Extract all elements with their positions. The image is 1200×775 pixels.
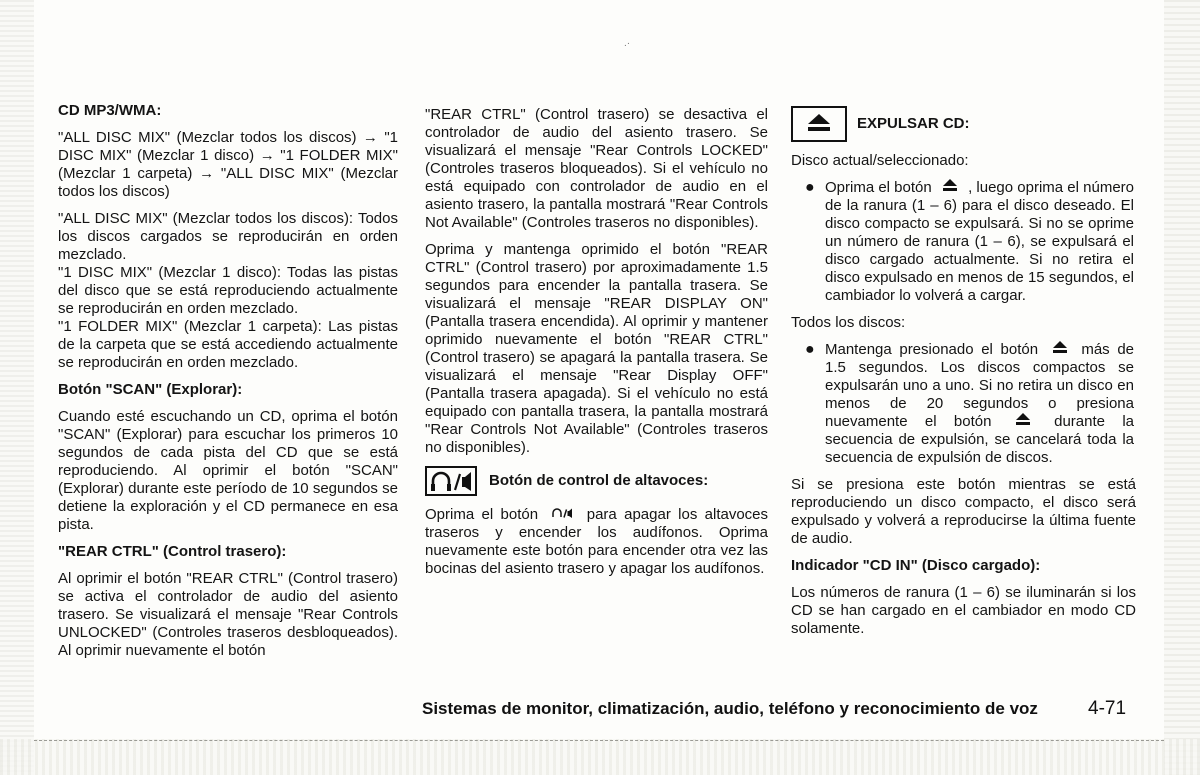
paragraph-scan: Cuando esté escuchando un CD, oprima el botón "SCAN" (Explorar) para escuchar los primeros 10 segundos de cada pista del CD que se está reproduciendo. Al oprimir el botón "SCAN" (Explorar) durante este período de 10 segundos se detiene la exploración y el CD permanece en esa pista. (58, 408, 398, 533)
paragraph-mix-sequence: "ALL DISC MIX" (Mezclar todos los discos) → "1 DISC MIX" (Mezclar 1 disco) → "1 FOLDER MIX" (Mezclar 1 carpeta) → "ALL DISC MIX" (Mezclar todos los discos) (58, 129, 398, 200)
eject-all-list (791, 341, 1136, 467)
heading-rear-ctrl: "REAR CTRL" (Control trasero): (58, 543, 287, 560)
bottom-rule (34, 740, 1164, 741)
eject-current-text-a: Oprima el botón (825, 179, 932, 196)
list-item (791, 341, 1134, 467)
eject-inline-icon (1052, 341, 1068, 359)
eject-inline-icon (942, 179, 958, 197)
speaker-text-b: para apagar los altavoces traseros y encender los audífonos. Oprima nuevamente este botón para encender otra vez las bocinas del asiento trasero y apagar los audífonos. (425, 506, 769, 578)
heading-eject-cd: EXPULSAR CD: (857, 115, 970, 132)
speaker-control-heading-row (425, 466, 768, 496)
paragraph-rear-ctrl: Al oprimir el botón "REAR CTRL" (Control trasero) se activa el controlador de audio del asiento trasero. Se visualizará el mensaje "Rear Controls UNLOCKED" (Controles traseros desbloqueados). Al oprimir nuevamente el botón (58, 570, 398, 659)
bullet: ● (805, 341, 815, 359)
paragraph-all-discs: Todos los discos: (791, 314, 906, 332)
paragraph-current-disc: Disco actual/seleccionado: (791, 152, 969, 169)
paragraph-1-disc-mix: "1 DISC MIX" (Mezclar 1 disco): Todas las pistas del disco que se está reproduciendo actualmente se reproducirán en orden mezclado. (58, 264, 398, 317)
eject-all-text-c: durante la secuencia de expulsión, se cancelará toda la secuencia de expulsión de discos. (825, 413, 1135, 467)
paragraph-speaker-control (425, 506, 768, 578)
eject-all-text-b: más de 1.5 segundos. Los discos compactos se expulsarán uno a uno. Si no retira un disco en menos de 20 segundos o presiona nuevamente el botón (825, 341, 1134, 431)
column-left (58, 96, 398, 669)
eject-inline-icon (1015, 413, 1031, 431)
bullet: ● (805, 179, 815, 196)
scan-edge-left (0, 0, 34, 775)
eject-current-text-b: , luego oprima el número de la ranura (1 – 6) para el disco deseado. El disco compacto se expulsará. Si no se oprime un número de ranura (1 – 6), se expulsará el disco cargado actualmente. Si no retira el disco expulsado en menos de 15 segundos, el cambiador lo volverá a cargar. (825, 179, 1135, 305)
paragraph-eject-while-playing: Si se presiona este botón mientras se está reproduciendo un disco compacto, el disco será expulsado y volverá a reproducirse la última fuente de audio. (791, 476, 1136, 548)
paragraph-rear-display: Oprima y mantenga oprimido el botón "REAR CTRL" (Control trasero) por aproximadamente 1.5 segundos para encender la pantalla trasera. Se visualizará el mensaje "REAR DISPLAY ON" (Pantalla trasera encendida). Al oprimir y mantener oprimido nuevamente el botón "REAR CTRL" (Control trasero) se apagará la pantalla trasera. Se visualizará el mensaje "Rear Display OFF" (Pantalla trasera apagada). Si el vehículo no está equipado con pantalla trasera, la pantalla mostrará "Rear Controls Not Available" (Controles traseros no disponibles). (425, 241, 768, 456)
scan-edge-bottom (0, 739, 1200, 775)
eject-heading-row (791, 106, 1136, 142)
list-item (791, 179, 1134, 305)
speaker-text-a: Oprima el botón (425, 506, 539, 523)
heading-scan-button: Botón "SCAN" (Explorar): (58, 381, 243, 398)
scan-edge-right (1164, 0, 1200, 775)
scan-speck: .· (624, 38, 631, 49)
paragraph-cd-in: Los números de ranura (1 – 6) se iluminarán si los CD se han cargado en el cambiador en modo CD solamente. (791, 584, 1136, 638)
footer-section-title: Sistemas de monitor, climatización, audio, teléfono y reconocimiento de voz (422, 699, 1038, 718)
speaker-headphone-icon (425, 466, 477, 496)
page-number: 4-71 (1088, 698, 1127, 719)
speaker-headphone-inline-icon (551, 506, 573, 524)
eject-current-list (791, 179, 1136, 305)
paragraph-rear-ctrl-continued: "REAR CTRL" (Control trasero) se desactiva el controlador de audio del asiento trasero. Se visualizará el mensaje "Rear Controls LOCKED" (Controles traseros bloqueados). Si el vehículo no está equipado con controlador de audio en el asiento trasero, la pantalla mostrará "Rear Controls Not Available" (Controles traseros no disponibles). (425, 106, 768, 231)
heading-cd-in-indicator: Indicador "CD IN" (Disco cargado): (791, 557, 1041, 575)
paragraph-1-folder-mix: "1 FOLDER MIX" (Mezclar 1 carpeta): Las pistas de la carpeta que se está accediendo actualmente se reproducirán en orden mezclado. (58, 318, 398, 371)
eject-icon (791, 106, 847, 142)
heading-speaker-control: Botón de control de altavoces: (489, 472, 709, 489)
paragraph-all-disc-mix: "ALL DISC MIX" (Mezclar todos los discos): Todos los discos cargados se reproducirán en orden mezclado. (58, 210, 398, 263)
heading-mp3-wma: CD MP3/WMA: (58, 102, 162, 119)
column-right (791, 106, 1136, 647)
column-middle (425, 106, 768, 587)
eject-all-text-a: Mantenga presionado el botón (825, 341, 1039, 359)
